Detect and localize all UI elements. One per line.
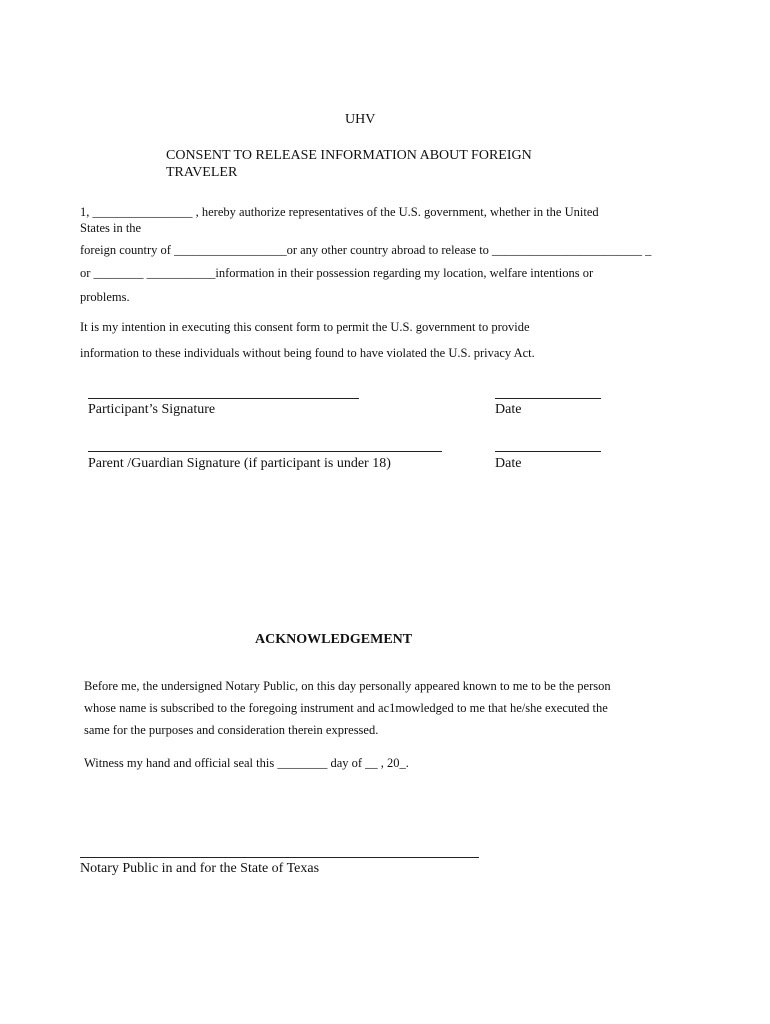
date-line-1[interactable]: [495, 398, 601, 399]
form-title-line-1: CONSENT TO RELEASE INFORMATION ABOUT FOREIGN: [166, 148, 532, 163]
notary-signature-line[interactable]: [80, 857, 479, 858]
consent-line-5: problems.: [80, 290, 130, 304]
guardian-signature-line[interactable]: [88, 451, 442, 452]
participant-signature-line[interactable]: [88, 398, 359, 399]
consent-line-1: 1, ________________ , hereby authorize representatives of the U.S. government, whether in the United: [80, 205, 599, 219]
consent-line-3: foreign country of __________________or any other country abroad to release to ________________________ _: [80, 243, 652, 257]
date-label-2: Date: [495, 456, 522, 471]
acknowledgement-line-2: whose name is subscribed to the foregoing instrument and ac1mowledged to me that he/she executed the: [84, 701, 608, 715]
consent-line-6: It is my intention in executing this consent form to permit the U.S. government to provide: [80, 320, 530, 334]
participant-signature-label: Participant’s Signature: [88, 402, 216, 417]
date-line-2[interactable]: [495, 451, 601, 452]
date-label-1: Date: [495, 402, 522, 417]
witness-line: Witness my hand and official seal this ________ day of __ , 20_.: [84, 756, 409, 770]
org-name: UHV: [345, 112, 376, 127]
consent-line-4: or ________ ___________information in their possession regarding my location, welfare intentions or: [80, 266, 594, 280]
guardian-signature-label: Parent /Guardian Signature (if participant is under 18): [88, 456, 391, 471]
consent-line-2: States in the: [80, 221, 142, 235]
acknowledgement-heading: ACKNOWLEDGEMENT: [255, 632, 413, 647]
notary-label: Notary Public in and for the State of Texas: [80, 861, 320, 876]
form-title-line-2: TRAVELER: [166, 165, 238, 180]
consent-line-7: information to these individuals without being found to have violated the U.S. privacy Act.: [80, 346, 535, 360]
acknowledgement-line-3: same for the purposes and consideration therein expressed.: [84, 723, 379, 737]
acknowledgement-line-1: Before me, the undersigned Notary Public, on this day personally appeared known to me to be the person: [84, 679, 611, 693]
